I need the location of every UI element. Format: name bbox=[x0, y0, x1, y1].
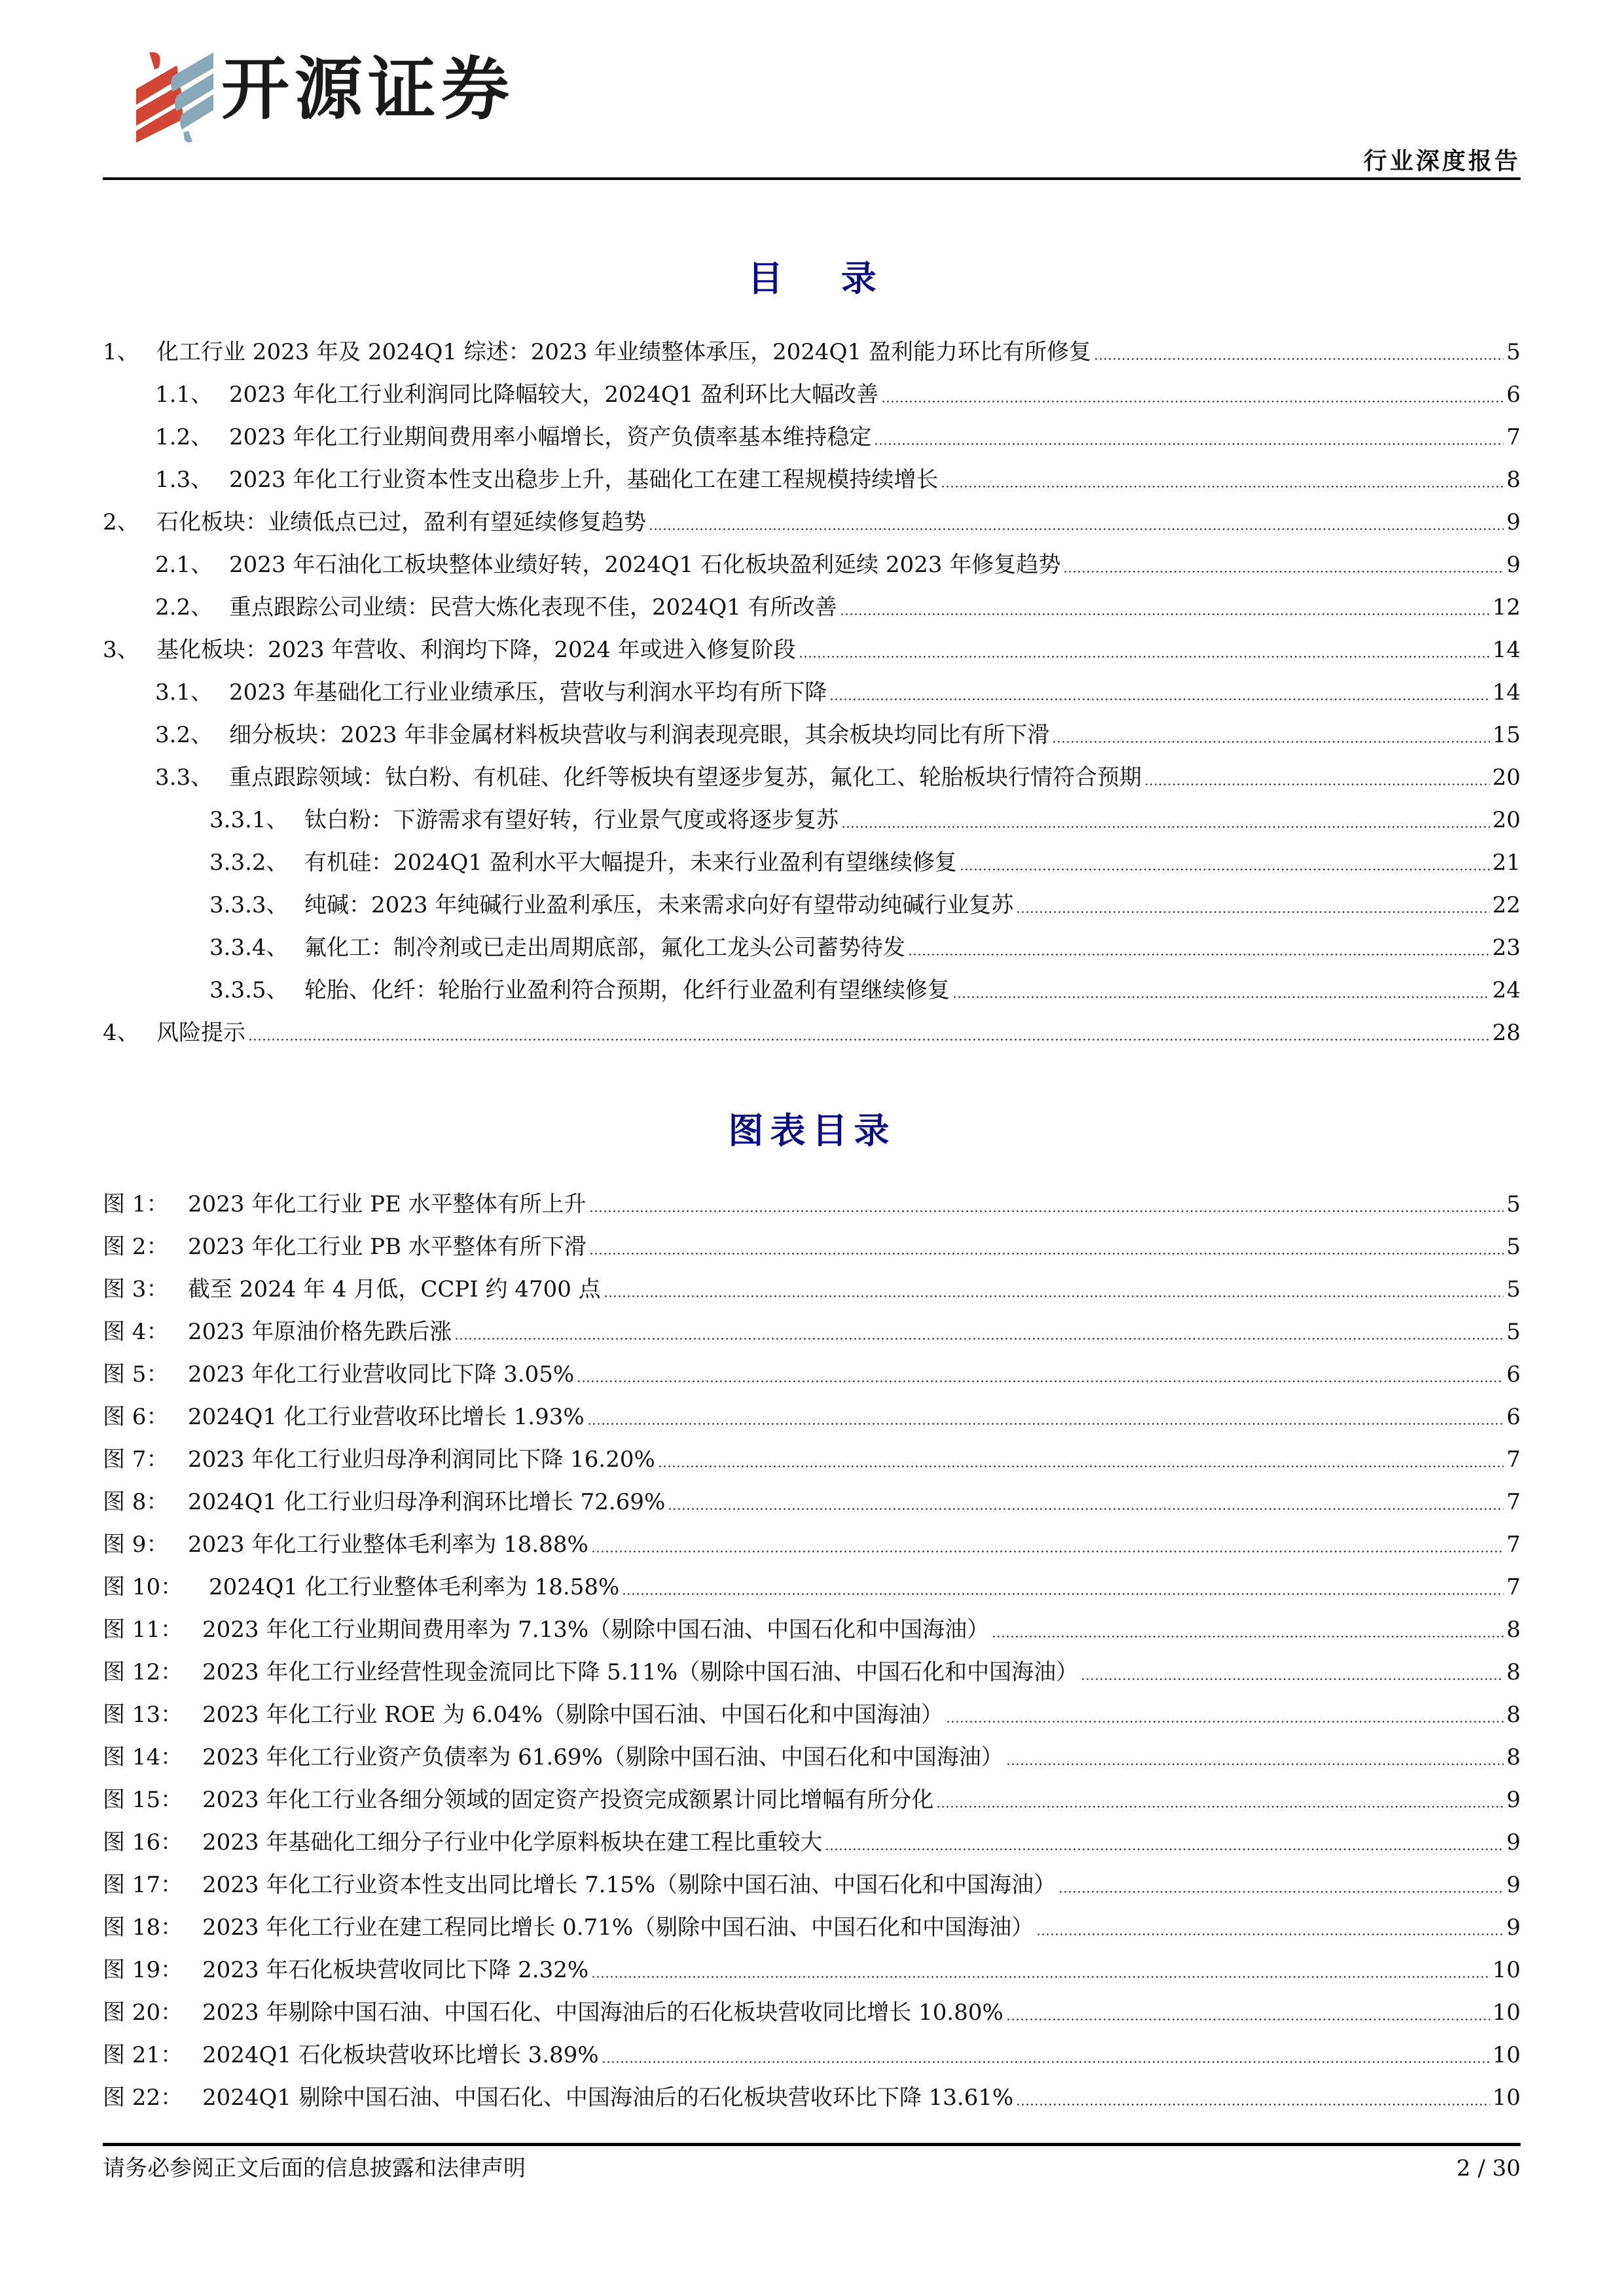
toc-item[interactable] bbox=[103, 416, 1521, 458]
figure-item-number: 图 7： bbox=[103, 1446, 169, 1473]
toc-item[interactable] bbox=[103, 884, 1521, 926]
toc-item-page-number[interactable]: 5 bbox=[1506, 338, 1521, 365]
toc-item-page-number[interactable]: 14 bbox=[1492, 679, 1521, 706]
toc-item-page-number[interactable]: 20 bbox=[1492, 806, 1521, 833]
dot-leader bbox=[952, 979, 1490, 1001]
dot-leader bbox=[649, 511, 1504, 533]
dot-leader bbox=[946, 1704, 1504, 1726]
dot-leader bbox=[622, 1576, 1504, 1598]
toc-item-page-number[interactable]: 9 bbox=[1506, 551, 1521, 578]
toc-item-page-number[interactable]: 15 bbox=[1492, 721, 1521, 748]
figure-item-number: 图 12： bbox=[103, 1659, 183, 1685]
figure-item-page-number[interactable]: 10 bbox=[1492, 1956, 1521, 1983]
figure-item-page-number[interactable]: 8 bbox=[1506, 1659, 1521, 1685]
toc-item-page-number[interactable]: 28 bbox=[1492, 1019, 1521, 1046]
figure-item-page-number[interactable]: 9 bbox=[1506, 1829, 1521, 1856]
toc-item-page-number[interactable]: 8 bbox=[1506, 466, 1521, 493]
dot-leader bbox=[840, 596, 1490, 619]
dot-leader bbox=[602, 2044, 1490, 2066]
toc-item[interactable] bbox=[103, 501, 1521, 543]
toc-item-number: 3.3、 bbox=[155, 764, 213, 791]
toc-item-number: 3.3.4、 bbox=[209, 934, 289, 961]
brand-logo-icon bbox=[136, 51, 213, 143]
toc-item-number: 1.3、 bbox=[155, 466, 213, 493]
toc-item-number: 2.2、 bbox=[155, 594, 213, 620]
figure-item-page-number[interactable]: 5 bbox=[1506, 1276, 1521, 1302]
dot-leader bbox=[591, 1534, 1504, 1556]
toc-item-number: 3.3.3、 bbox=[209, 891, 289, 918]
figure-item[interactable] bbox=[103, 1608, 1521, 1651]
figure-item[interactable] bbox=[103, 1225, 1521, 1268]
figure-item-number: 图 19： bbox=[103, 1956, 183, 1983]
figure-item-number: 图 4： bbox=[103, 1318, 169, 1345]
figure-item-title[interactable]: 2023 年化工行业在建工程同比增长 0.71%（剔除中国石油、中国石化和中国海油） bbox=[202, 1914, 1034, 1941]
dot-leader bbox=[1006, 1746, 1504, 1768]
toc-item-number: 3.3.1、 bbox=[209, 806, 289, 833]
dot-leader bbox=[841, 809, 1490, 831]
toc-item-title[interactable]: 氟化工：制冷剂或已走出周期底部，氟化工龙头公司蓄势待发 bbox=[304, 934, 905, 961]
figure-item-number: 图 6： bbox=[103, 1403, 169, 1430]
figure-item-number: 图 16： bbox=[103, 1829, 183, 1856]
toc-item-title[interactable]: 化工行业 2023 年及 2024Q1 综述：2023 年业绩整体承压，2024Q1 盈利能力环比有所修复 bbox=[156, 338, 1091, 365]
figure-item[interactable] bbox=[103, 1651, 1521, 1693]
figure-item-title[interactable]: 截至 2024 年 4 月低，CCPI 约 4700 点 bbox=[188, 1276, 601, 1302]
figure-item-title[interactable]: 2023 年化工行业期间费用率为 7.13%（剔除中国石油、中国石化和中国海油） bbox=[202, 1616, 990, 1643]
dot-leader bbox=[960, 852, 1490, 874]
dot-leader bbox=[1016, 2087, 1489, 2109]
figure-item-title[interactable]: 2023 年化工行业整体毛利率为 18.88% bbox=[188, 1531, 588, 1558]
toc-item-page-number[interactable]: 22 bbox=[1492, 891, 1521, 918]
figure-item-number: 图 13： bbox=[103, 1701, 183, 1728]
figure-item-page-number[interactable]: 10 bbox=[1492, 2084, 1521, 2111]
footer-disclaimer: 请务必参阅正文后面的信息披露和法律声明 bbox=[103, 2155, 526, 2181]
page-indicator: 2 / 30 bbox=[1456, 2155, 1521, 2181]
footer-divider bbox=[103, 2143, 1521, 2146]
figure-item[interactable] bbox=[103, 1778, 1521, 1821]
toc-item[interactable] bbox=[103, 841, 1521, 884]
figure-item[interactable] bbox=[103, 1906, 1521, 1948]
toc-item-title[interactable]: 重点跟踪领域：钛白粉、有机硅、化纤等板块有望逐步复苏，氟化工、轮胎板块行情符合预期 bbox=[229, 764, 1142, 791]
toc-title: 目 录 bbox=[748, 257, 876, 299]
brand-name: 开源证券 bbox=[221, 49, 515, 129]
dot-leader bbox=[1094, 341, 1504, 363]
toc-item-number: 1.1、 bbox=[155, 381, 213, 408]
figure-item-number: 图 10： bbox=[103, 1573, 183, 1600]
figure-item[interactable] bbox=[103, 1438, 1521, 1480]
dot-leader bbox=[1063, 554, 1504, 576]
dot-leader bbox=[668, 1491, 1504, 1513]
figure-item-page-number[interactable]: 5 bbox=[1506, 1191, 1521, 1217]
figure-item-number: 图 11： bbox=[103, 1616, 183, 1643]
figure-item-title[interactable]: 2023 年化工行业资产负债率为 61.69%（剔除中国石油、中国石化和中国海油） bbox=[202, 1744, 1003, 1770]
dot-leader bbox=[936, 1789, 1504, 1811]
toc-item-title[interactable]: 2023 年化工行业资本性支出稳步上升，基础化工在建工程规模持续增长 bbox=[229, 466, 939, 493]
toc-item[interactable] bbox=[103, 373, 1521, 416]
figure-item-number: 图 14： bbox=[103, 1744, 183, 1770]
dot-leader bbox=[587, 1406, 1504, 1428]
dot-leader bbox=[1036, 1916, 1504, 1939]
figure-item[interactable] bbox=[103, 1991, 1521, 2034]
toc-item-number: 4、 bbox=[103, 1019, 139, 1046]
toc-item-number: 3.3.2、 bbox=[209, 849, 289, 876]
toc-item-page-number[interactable]: 24 bbox=[1492, 977, 1521, 1003]
toc-item-title[interactable]: 重点跟踪公司业绩：民营大炼化表现不佳，2024Q1 有所改善 bbox=[229, 594, 837, 620]
dot-leader bbox=[248, 1022, 1490, 1044]
toc-item-title[interactable]: 2023 年石油化工板块整体业绩好转，2024Q1 石化板块盈利延续 2023 年修复趋势 bbox=[229, 551, 1061, 578]
figure-item-page-number[interactable]: 9 bbox=[1506, 1786, 1521, 1813]
dot-leader bbox=[1144, 766, 1490, 789]
figure-item-title[interactable]: 2024Q1 剔除中国石油、中国石化、中国海油后的石化板块营收环比下降 13.61% bbox=[202, 2084, 1014, 2111]
figure-list bbox=[103, 1183, 1521, 2119]
toc-list bbox=[103, 331, 1521, 1054]
toc-item[interactable] bbox=[103, 331, 1521, 373]
dot-leader bbox=[658, 1448, 1504, 1471]
report-type-label: 行业深度报告 bbox=[1363, 147, 1521, 175]
figure-item-number: 图 21： bbox=[103, 2041, 183, 2068]
toc-item-title[interactable]: 轮胎、化纤：轮胎行业盈利符合预期，化纤行业盈利有望继续修复 bbox=[304, 977, 950, 1003]
figure-item-page-number[interactable]: 8 bbox=[1506, 1744, 1521, 1770]
dot-leader bbox=[604, 1278, 1504, 1300]
figure-item-title[interactable]: 2024Q1 化工行业归母净利润环比增长 72.69% bbox=[188, 1488, 666, 1515]
figure-item-page-number[interactable]: 6 bbox=[1506, 1403, 1521, 1430]
figure-item-title[interactable]: 2023 年化工行业营收同比下降 3.05% bbox=[188, 1361, 575, 1388]
toc-item[interactable] bbox=[103, 1011, 1521, 1054]
figure-item-page-number[interactable]: 6 bbox=[1506, 1361, 1521, 1388]
toc-item-title[interactable]: 纯碱：2023 年纯碱行业盈利承压，未来需求向好有望带动纯碱行业复苏 bbox=[304, 891, 1014, 918]
toc-item-page-number[interactable]: 20 bbox=[1492, 764, 1521, 791]
figure-item-page-number[interactable]: 10 bbox=[1492, 1999, 1521, 2026]
figure-item-page-number[interactable]: 7 bbox=[1506, 1488, 1521, 1515]
toc-item-number: 3、 bbox=[103, 636, 139, 663]
figure-item[interactable] bbox=[103, 1310, 1521, 1353]
figure-item[interactable] bbox=[103, 1353, 1521, 1395]
figure-item[interactable] bbox=[103, 1480, 1521, 1523]
toc-item-number: 2、 bbox=[103, 509, 139, 535]
figure-item-title[interactable]: 2024Q1 化工行业整体毛利率为 18.58% bbox=[209, 1573, 620, 1600]
dot-leader bbox=[941, 469, 1504, 491]
figure-item-title[interactable]: 2023 年化工行业 ROE 为 6.04%（剔除中国石油、中国石化和中国海油） bbox=[202, 1701, 944, 1728]
figure-item-number: 图 1： bbox=[103, 1191, 169, 1217]
toc-item-title[interactable]: 2023 年化工行业期间费用率小幅增长，资产负债率基本维持稳定 bbox=[229, 423, 872, 450]
figure-item[interactable] bbox=[103, 1863, 1521, 1906]
figure-item[interactable] bbox=[103, 1693, 1521, 1736]
dot-leader bbox=[799, 639, 1490, 661]
toc-item-page-number[interactable]: 23 bbox=[1492, 934, 1521, 961]
dot-leader bbox=[589, 1193, 1504, 1215]
figure-item-number: 图 8： bbox=[103, 1488, 169, 1515]
toc-item[interactable] bbox=[103, 671, 1521, 713]
toc-item-title[interactable]: 细分板块：2023 年非金属材料板块营收与利润表现亮眼，其余板块均同比有所下滑 bbox=[229, 721, 1050, 748]
toc-item-title[interactable]: 风险提示 bbox=[156, 1019, 245, 1046]
figure-item-title[interactable]: 2024Q1 化工行业营收环比增长 1.93% bbox=[188, 1403, 585, 1430]
figure-item-page-number[interactable]: 9 bbox=[1506, 1914, 1521, 1941]
figure-item-number: 图 15： bbox=[103, 1786, 183, 1813]
figure-item-page-number[interactable]: 7 bbox=[1506, 1446, 1521, 1473]
figure-item-number: 图 9： bbox=[103, 1531, 169, 1558]
toc-item-title[interactable]: 2023 年化工行业利润同比降幅较大，2024Q1 盈利环比大幅改善 bbox=[229, 381, 879, 408]
toc-item[interactable] bbox=[103, 543, 1521, 586]
figure-item-title[interactable]: 2023 年基础化工细分子行业中化学原料板块在建工程比重较大 bbox=[202, 1829, 823, 1856]
figure-item-title[interactable]: 2023 年化工行业各细分领域的固定资产投资完成额累计同比增幅有所分化 bbox=[202, 1786, 934, 1813]
toc-item-page-number[interactable]: 12 bbox=[1492, 594, 1521, 620]
figure-item-page-number[interactable]: 10 bbox=[1492, 2041, 1521, 2068]
figure-item-page-number[interactable]: 9 bbox=[1506, 1871, 1521, 1898]
figure-item-number: 图 17： bbox=[103, 1871, 183, 1898]
figure-item-number: 图 22： bbox=[103, 2084, 183, 2111]
header-divider bbox=[103, 177, 1521, 180]
figure-item[interactable] bbox=[103, 2034, 1521, 2076]
figure-item-number: 图 2： bbox=[103, 1233, 169, 1260]
toc-item-title[interactable]: 有机硅：2024Q1 盈利水平大幅提升，未来行业盈利有望继续修复 bbox=[304, 849, 957, 876]
figure-item[interactable] bbox=[103, 1948, 1521, 1991]
toc-item[interactable] bbox=[103, 628, 1521, 671]
figure-item[interactable] bbox=[103, 1566, 1521, 1608]
dot-leader bbox=[908, 937, 1490, 959]
toc-item[interactable] bbox=[103, 586, 1521, 628]
dot-leader bbox=[1052, 724, 1489, 746]
figure-item-title[interactable]: 2023 年原油价格先跌后涨 bbox=[188, 1318, 452, 1345]
toc-item[interactable] bbox=[103, 926, 1521, 969]
toc-item-number: 3.1、 bbox=[155, 679, 213, 706]
figure-item-page-number[interactable]: 8 bbox=[1506, 1701, 1521, 1728]
toc-item-number: 3.2、 bbox=[155, 721, 213, 748]
figure-item-title[interactable]: 2023 年化工行业 PE 水平整体有所上升 bbox=[188, 1191, 586, 1217]
dot-leader bbox=[829, 681, 1489, 704]
toc-item[interactable] bbox=[103, 713, 1521, 756]
figure-item-title[interactable]: 2023 年化工行业经营性现金流同比下降 5.11%（剔除中国石油、中国石化和中国海油） bbox=[202, 1659, 1079, 1685]
figure-item-title[interactable]: 2024Q1 石化板块营收环比增长 3.89% bbox=[202, 2041, 599, 2068]
dot-leader bbox=[874, 426, 1504, 448]
dot-leader bbox=[1016, 894, 1489, 916]
dot-leader bbox=[589, 1236, 1504, 1258]
toc-item[interactable] bbox=[103, 756, 1521, 798]
figure-item-number: 图 18： bbox=[103, 1914, 183, 1941]
figure-list-title: 图表目录 bbox=[728, 1109, 896, 1151]
dot-leader bbox=[454, 1321, 1504, 1343]
dot-leader bbox=[1081, 1661, 1504, 1683]
figure-item-number: 图 3： bbox=[103, 1276, 169, 1302]
figure-item[interactable] bbox=[103, 1523, 1521, 1566]
toc-item-number: 3.3.5、 bbox=[209, 977, 289, 1003]
figure-item[interactable] bbox=[103, 1736, 1521, 1778]
figure-item[interactable] bbox=[103, 1183, 1521, 1225]
toc-item-title[interactable]: 钛白粉：下游需求有望好转，行业景气度或将逐步复苏 bbox=[304, 806, 839, 833]
figure-item[interactable] bbox=[103, 2076, 1521, 2119]
toc-item-number: 1.2、 bbox=[155, 423, 213, 450]
figure-item-page-number[interactable]: 7 bbox=[1506, 1531, 1521, 1558]
toc-item-page-number[interactable]: 7 bbox=[1506, 423, 1521, 450]
figure-item-page-number[interactable]: 5 bbox=[1506, 1233, 1521, 1260]
toc-item-number: 2.1、 bbox=[155, 551, 213, 578]
toc-item-title[interactable]: 基化板块：2023 年营收、利润均下降，2024 年或进入修复阶段 bbox=[156, 636, 796, 663]
figure-item-number: 图 20： bbox=[103, 1999, 183, 2026]
figure-item-title[interactable]: 2023 年化工行业归母净利润同比下降 16.20% bbox=[188, 1446, 655, 1473]
figure-item-page-number[interactable]: 8 bbox=[1506, 1616, 1521, 1643]
figure-item-title[interactable]: 2023 年剔除中国石油、中国石化、中国海油后的石化板块营收同比增长 10.80% bbox=[202, 1999, 1003, 2026]
dot-leader bbox=[825, 1831, 1504, 1854]
figure-item-page-number[interactable]: 7 bbox=[1506, 1573, 1521, 1600]
toc-item-page-number[interactable]: 9 bbox=[1506, 509, 1521, 535]
toc-item-page-number[interactable]: 6 bbox=[1506, 381, 1521, 408]
figure-item-page-number[interactable]: 5 bbox=[1506, 1318, 1521, 1345]
dot-leader bbox=[1058, 1874, 1504, 1896]
figure-item[interactable] bbox=[103, 1268, 1521, 1310]
dot-leader bbox=[591, 1959, 1490, 1981]
toc-item-title[interactable]: 2023 年基础化工行业业绩承压，营收与利润水平均有所下降 bbox=[229, 679, 827, 706]
figure-item[interactable] bbox=[103, 1821, 1521, 1863]
toc-item[interactable] bbox=[103, 458, 1521, 501]
toc-item-page-number[interactable]: 14 bbox=[1492, 636, 1521, 663]
toc-item[interactable] bbox=[103, 798, 1521, 841]
figure-item[interactable] bbox=[103, 1395, 1521, 1438]
dot-leader bbox=[881, 384, 1504, 406]
figure-item-title[interactable]: 2023 年石化板块营收同比下降 2.32% bbox=[202, 1956, 589, 1983]
dot-leader bbox=[577, 1363, 1504, 1386]
toc-item-page-number[interactable]: 21 bbox=[1492, 849, 1521, 876]
toc-item[interactable] bbox=[103, 969, 1521, 1011]
figure-item-title[interactable]: 2023 年化工行业资本性支出同比增长 7.15%（剔除中国石油、中国石化和中国海油） bbox=[202, 1871, 1056, 1898]
dot-leader bbox=[1006, 2001, 1490, 2024]
dot-leader bbox=[992, 1619, 1504, 1641]
figure-item-title[interactable]: 2023 年化工行业 PB 水平整体有所下滑 bbox=[188, 1233, 586, 1260]
toc-item-number: 1、 bbox=[103, 338, 139, 365]
figure-item-number: 图 5： bbox=[103, 1361, 169, 1388]
toc-item-title[interactable]: 石化板块：业绩低点已过，盈利有望延续修复趋势 bbox=[156, 509, 646, 535]
